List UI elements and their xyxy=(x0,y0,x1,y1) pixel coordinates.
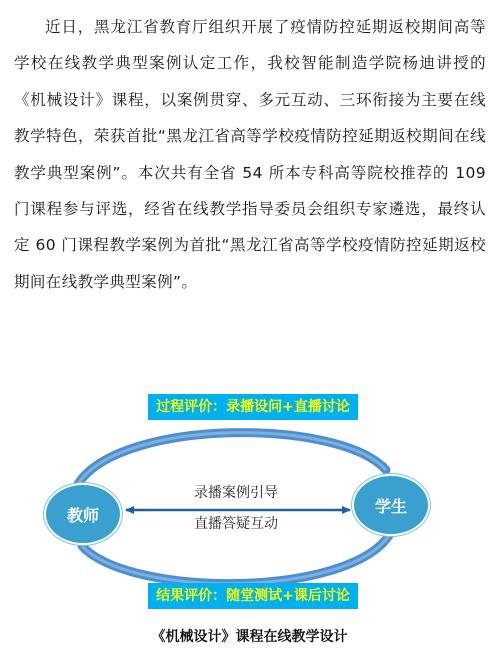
teaching-design-diagram xyxy=(0,388,499,668)
diagram-caption: 《机械设计》课程在线教学设计 xyxy=(151,629,348,645)
upper-arc-arrow xyxy=(78,433,386,484)
result-evaluation-box: 结果评价：随堂测试+课后讨论 xyxy=(148,583,358,609)
process-evaluation-box: 过程评价：录播设问+直播讨论 xyxy=(148,394,358,420)
article-paragraph: 近日，黑龙江省教育厅组织开展了疫情防控延期返校期间高等学校在线教学典型案例认定工作，我校智能制造学院杨迪讲授的《机械设计》课程，以案例贯穿、多元互动、三环衔接为主要在线教学特色，荣获首批“黑龙江省高等学校疫情防控延期返校期间在线教学典型案例”。本次共有全省 54 所本专科高等院校推荐的 109 门课程参与评选，经省在线教学指导委员会组织专家遴选，最终认定 60 门课程教学案例为首批“黑龙江省高等学校疫情防控延期返校期间在线教学典型案例”。 xyxy=(14,18,486,291)
recorded-case-label: 录播案例引导 xyxy=(194,485,278,501)
live-qa-label: 直播答疑互动 xyxy=(194,516,278,532)
teacher-node: 教师 xyxy=(44,483,122,545)
article-body xyxy=(14,9,486,300)
lower-arc-arrow xyxy=(82,534,390,584)
student-node: 学生 xyxy=(352,474,430,536)
